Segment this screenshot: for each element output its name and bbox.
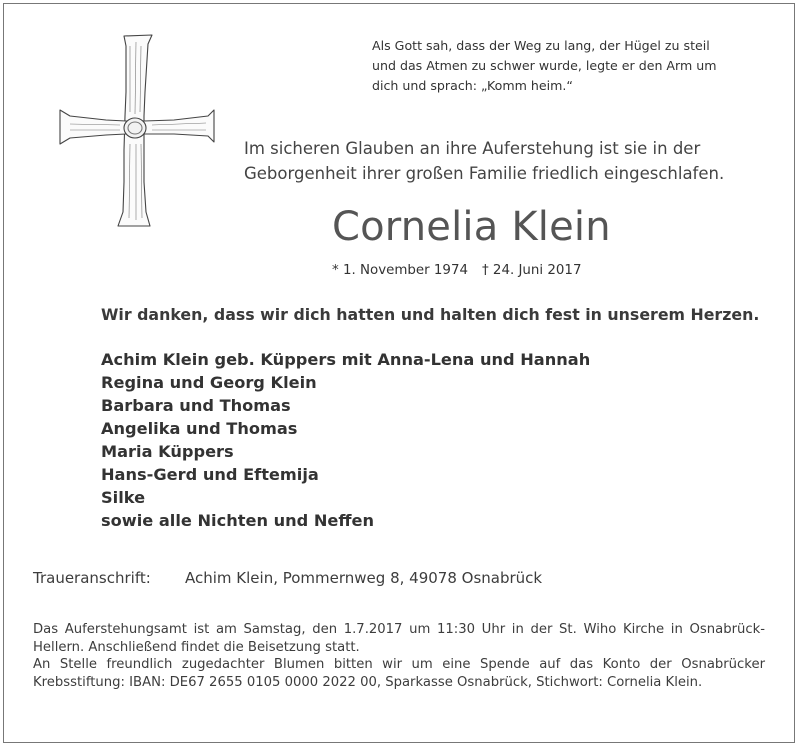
faith-line: Geborgenheit ihrer großen Familie friedlich eingeschlafen. [244, 164, 725, 183]
faith-line: Im sicheren Glauben an ihre Auferstehung ist sie in der [244, 139, 701, 158]
birth-date: * 1. November 1974 [332, 263, 468, 278]
family-member: Barbara und Thomas [101, 396, 291, 415]
family-member: Regina und Georg Klein [101, 373, 317, 392]
family-list [101, 348, 590, 532]
faith-statement [244, 136, 774, 186]
donation-paragraph: An Stelle freundlich zugedachter Blumen bitten wir um eine Spende auf das Konto der Osnabrücker Krebsstiftung: IBAN: DE67 2655 0105 0000 2022 00, Sparkasse Osnabrück, Stichwort: Cornelia Klein. [33, 657, 765, 690]
cross-icon [56, 32, 220, 232]
address-value: Achim Klein, Pommernweg 8, 49078 Osnabrück [185, 569, 543, 587]
address-label: Traueranschrift: [33, 569, 151, 587]
family-member: Achim Klein geb. Küppers mit Anna-Lena und Hannah [101, 350, 591, 369]
family-member: Maria Küppers [101, 442, 234, 461]
mourning-address [33, 567, 542, 589]
poem-quote [372, 36, 766, 96]
family-member: Hans-Gerd und Eftemija [101, 465, 319, 484]
poem-line: Als Gott sah, dass der Weg zu lang, der Hügel zu steil [372, 38, 710, 53]
service-paragraph: Das Auferstehungsamt ist am Samstag, den 1.7.2017 um 11:30 Uhr in der St. Wiho Kirche in Osnabrück-Hellern. Anschließend findet die Beisetzung statt. [33, 622, 765, 655]
deceased-name: Cornelia Klein [332, 204, 611, 250]
service-info [33, 621, 765, 691]
thanks-line: Wir danken, dass wir dich hatten und halten dich fest in unserem Herzen. [101, 305, 760, 324]
life-dates [332, 261, 581, 281]
poem-line: dich und sprach: „Komm heim.“ [372, 78, 573, 93]
family-member: Angelika und Thomas [101, 419, 298, 438]
death-date: † 24. Juni 2017 [481, 263, 582, 278]
family-member: Silke [101, 488, 146, 507]
poem-line: und das Atmen zu schwer wurde, legte er den Arm um [372, 58, 717, 73]
family-member: sowie alle Nichten und Neffen [101, 511, 375, 530]
